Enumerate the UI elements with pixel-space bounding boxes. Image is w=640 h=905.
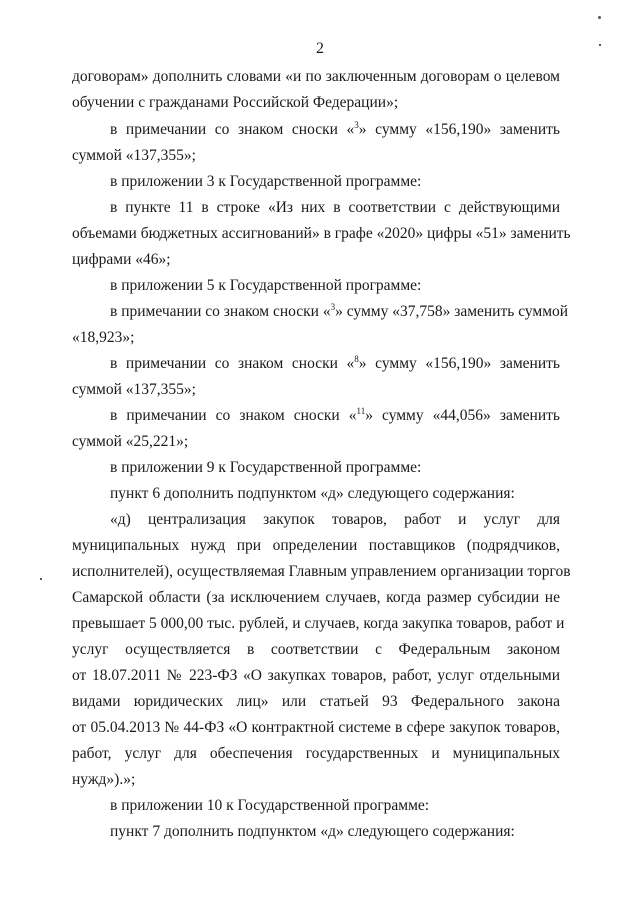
text-line-footnote: в примечании со знаком сноски «$^3$» сумму «37,758» заменить суммой bbox=[110, 302, 569, 320]
text-line: исполнителей), осуществляемая Главным управлением организации торгов bbox=[72, 563, 571, 580]
text-line: от 18.07.2011 № 223-ФЗ «О закупках товаров, работ, услуг отдельными bbox=[72, 667, 560, 684]
text-line: пункт 6 дополнить подпунктом «д» следующего содержания: bbox=[110, 485, 515, 502]
text-line: от 05.04.2013 № 44-ФЗ «О контрактной системе в сфере закупок товаров, bbox=[72, 719, 560, 736]
text-line: муниципальных нужд при определении поставщиков (подрядчиков, bbox=[72, 537, 560, 554]
text-line: суммой «137,355»; bbox=[72, 147, 196, 164]
text-line: нужд»).»; bbox=[72, 771, 136, 788]
text-line: в пункте 11 в строке «Из них в соответствии с действующими bbox=[110, 199, 560, 216]
text-line: суммой «137,355»; bbox=[72, 381, 196, 398]
text-line: услуг осуществляется в соответствии с Федеральным законом bbox=[72, 641, 560, 658]
page-number: 2 bbox=[316, 40, 324, 57]
text-line: в приложении 5 к Государственной программе: bbox=[110, 277, 422, 294]
text-line: объемами бюджетных ассигнований» в графе «2020» цифры «51» заменить bbox=[72, 225, 571, 242]
text-line: в приложении 3 к Государственной программе: bbox=[110, 173, 422, 190]
text-line: договорам» дополнить словами «и по заключенным договорам о целевом bbox=[72, 68, 560, 85]
text-line-footnote: в примечании со знаком сноски «$^{11}$» сумму «44,056» заменить bbox=[110, 406, 560, 424]
text-line: видами юридических лиц» или статьей 93 Федерального закона bbox=[72, 693, 560, 710]
text-line: Самарской области (за исключением случаев, когда размер субсидии не bbox=[72, 589, 560, 606]
text-line: обучении с гражданами Российской Федерации»; bbox=[72, 94, 399, 111]
text-line: превышает 5 000,00 тыс. рублей, и случаев, когда закупка товаров, работ и bbox=[72, 615, 565, 632]
text-line-footnote: в примечании со знаком сноски «$^3$» сумму «156,190» заменить bbox=[110, 120, 560, 138]
text-line: в приложении 10 к Государственной программе: bbox=[110, 797, 430, 814]
text-line: цифрами «46»; bbox=[72, 251, 171, 268]
text-line: в приложении 9 к Государственной программе: bbox=[110, 459, 422, 476]
scan-speck bbox=[598, 16, 601, 19]
text-line: «д) централизация закупок товаров, работ и услуг для bbox=[110, 511, 560, 528]
text-line: «18,923»; bbox=[72, 329, 135, 346]
text-line: пункт 7 дополнить подпунктом «д» следующего содержания: bbox=[110, 823, 515, 840]
text-line: суммой «25,221»; bbox=[72, 433, 189, 450]
text-line: работ, услуг для обеспечения государственных и муниципальных bbox=[72, 745, 560, 762]
scan-speck bbox=[40, 578, 42, 580]
scan-speck bbox=[599, 44, 601, 46]
text-line-footnote: в примечании со знаком сноски «$^8$» сумму «156,190» заменить bbox=[110, 354, 560, 372]
